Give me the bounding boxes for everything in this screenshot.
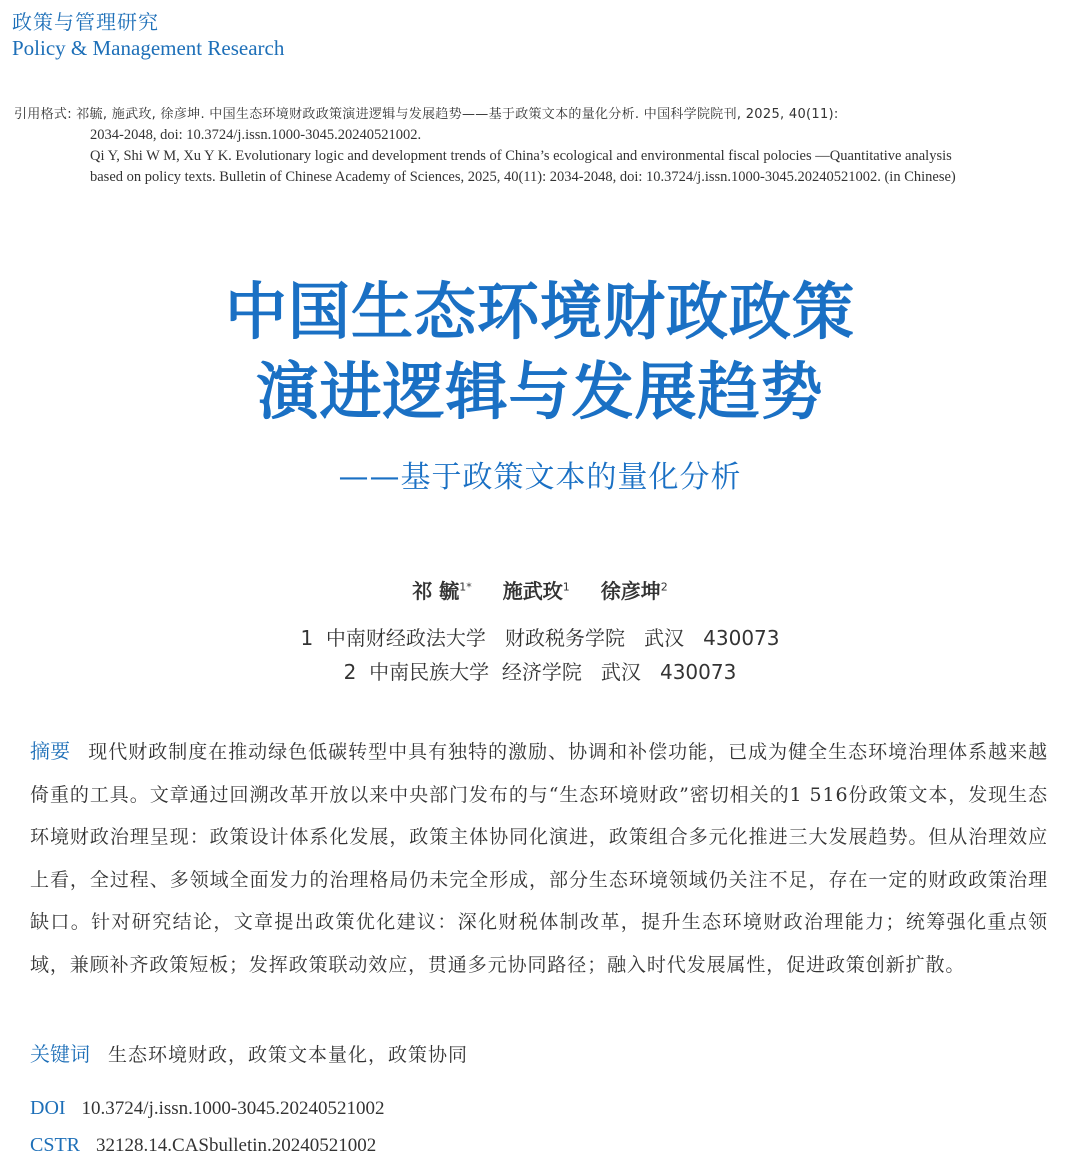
abstract (30, 730, 1048, 986)
keywords-text: 生态环境财政，政策文本量化，政策协同 (108, 1044, 469, 1066)
affiliation-2: 2 中南民族大学 经济学院 武汉 430073 (343, 660, 737, 684)
citation-cn-line1: 引用格式: 祁毓, 施武玫, 徐彦坤. 中国生态环境财政政策演进逻辑与发展趋势——基于政策文本的量化分析. 中国科学院院刊, 2025, 40(11): (14, 107, 839, 122)
citation-en-line1: Qi Y, Shi W M, Xu Y K. Evolutionary logic and development trends of China’s ecological and environmental fiscal polocies —Quantitative analysis (90, 148, 952, 164)
journal-name-cn: 政策与管理研究 (12, 10, 159, 34)
article-title-line1: 中国生态环境财政政策 (224, 275, 855, 348)
citation-block (14, 104, 1070, 188)
article-title-line2: 演进逻辑与发展趋势 (256, 355, 824, 428)
cstr-row (30, 1134, 376, 1157)
author-list (0, 575, 1080, 604)
author: 祁 毓$^{1*}$ (412, 579, 472, 603)
article-subtitle: ——基于政策文本的量化分析 (338, 460, 742, 495)
author: 徐彦坤$^2$ (600, 579, 668, 603)
affiliation-1: 1 中南财经政法大学 财政税务学院 武汉 430073 (300, 626, 780, 650)
abstract-label: 摘要 (30, 739, 71, 763)
keywords (30, 1038, 468, 1067)
author: 施武玫$^1$ (502, 579, 570, 603)
doi-value[interactable]: 10.3724/j.issn.1000-3045.20240521002 (81, 1098, 385, 1119)
citation-en-line2: based on policy texts. Bulletin of Chinese Academy of Sciences, 2025, 40(11): 2034-2048, doi: 10.3724/j.issn.1000-3045.20240521002. (in Chinese) (90, 169, 956, 185)
cstr-label: CSTR (30, 1134, 81, 1156)
keywords-label: 关键词 (30, 1042, 90, 1066)
abstract-text: 现代财政制度在推动绿色低碳转型中具有独特的激励、协调和补偿功能，已成为健全生态环境治理体系越来越倚重的工具。文章通过回溯改革开放以来中央部门发布的与“生态环境财政”密切相关的1 516份政策文本，发现生态环境财政治理呈现：政策设计体系化发展，政策主体协同化演进，政策组合多元化推进三大发展趋势。但从治理效应上看，全过程、多领域全面发力的治理格局仍未完全形成，部分生态环境领域仍关注不足，存在一定的财政政策治理缺口。针对研究结论，文章提出政策优化建议：深化财税体制改革，提升生态环境财政治理能力；统筹强化重点领域，兼顾补齐政策短板；发挥政策联动效应，贯通多元协同路径；融入时代发展属性，促进政策创新扩散。 (30, 741, 1049, 976)
cstr-value: 32128.14.CASbulletin.20240521002 (96, 1135, 377, 1156)
doi-label: DOI (30, 1097, 66, 1119)
journal-name-en: Policy & Management Research (12, 36, 285, 60)
citation-cn-line2: 2034-2048, doi: 10.3724/j.issn.1000-3045.20240521002. (90, 127, 422, 143)
doi-row (30, 1097, 385, 1120)
